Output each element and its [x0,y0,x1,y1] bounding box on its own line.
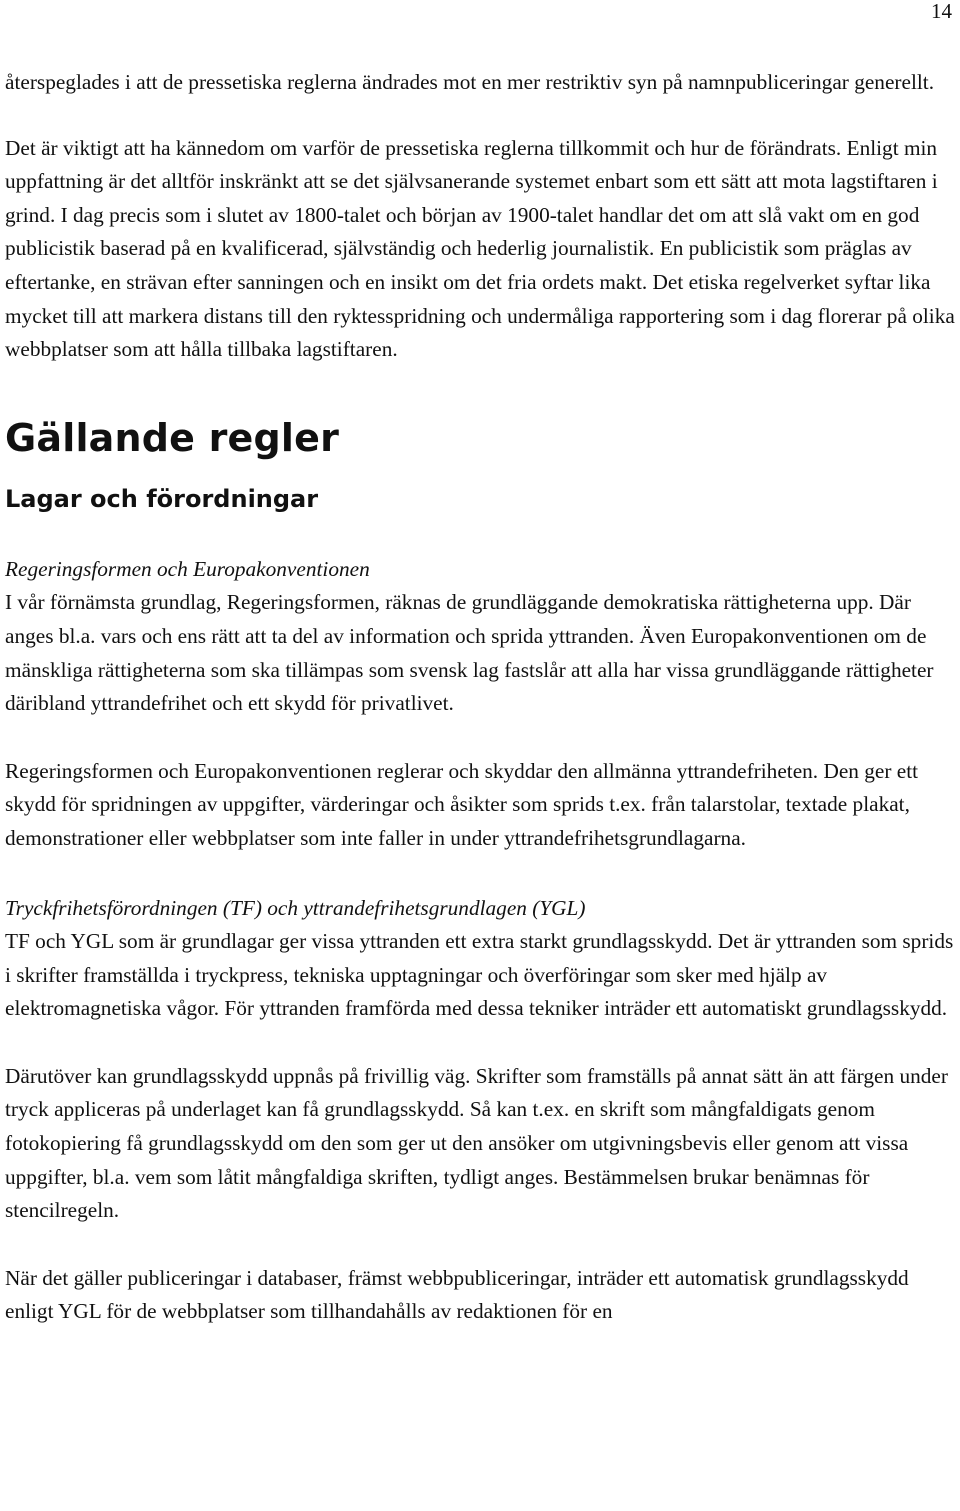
paragraph-intro-continuation: återspeglades i att de pressetiska reglerna ändrades mot en mer restriktiv syn på namnpubliceringar generellt. [5,70,935,94]
page-number: 14 [931,0,952,23]
subheading-tf-ygl: Tryckfrihetsförordningen (TF) och yttrandefrihetsgrundlagen (YGL) [5,895,586,920]
paragraph-tf-ygl-2: Därutöver kan grundlagsskydd uppnås på frivillig väg. Skrifter som framställs på annat sätt än att färgen under tryck appliceras på underlaget kan få grundlagsskydd. Så kan t.ex. en skrift som mångfaldigats genom fotokopiering få grundlagsskydd om den som ger ut den ansöker om utgivningsbevis eller genom att vissa uppgifter, bl.a. vem som låtit mångfaldiga skriften, tydligt anges. Bestämmelsen brukar benämnas för stencilregeln. [5,1063,948,1223]
heading-gallande-regler: Gällande regler [5,415,340,460]
paragraph-regeringsformen-2: Regeringsformen och Europakonventionen reglerar och skyddar den allmänna yttrandefriheten. Den ger ett skydd för spridningen av uppgifter, värderingar och åsikter som sprids t.ex. från talarstolar, textade plakat, demonstrationer eller webbplatser som inte faller in under yttrandefrihetsgrundlagarna. [5,758,919,850]
paragraph-tf-ygl-3: När det gäller publiceringar i databaser, främst webbpubliceringar, inträder ett automatisk grundlagsskydd enligt YGL för de webbplatser som tillhandahålls av redaktionen för en [5,1265,909,1324]
paragraph-tf-ygl-1: TF och YGL som är grundlagar ger vissa yttranden ett extra starkt grundlagsskydd. Det är yttranden som sprids i skrifter framställda i tryckpress, tekniska upptagningar och överföringar som sker med hjälp av elektromagnetiska vågor. För yttranden framförda med dessa tekniker inträder ett automatiskt grundlagsskydd. [5,929,954,1021]
subheading-regeringsformen: Regeringsformen och Europakonventionen [5,556,370,581]
paragraph-press-ethics: Det är viktigt att ha kännedom om varför de pressetiska reglerna tillkommit och hur de förändrats. Enligt min uppfattning är det alltför inskränkt att se det självsanerande systemet enbart som ett sätt att mota lagstiftaren i grind. I dag precis som i slutet av 1800-talet och början av 1900-talet handlar det om att slå vakt om en god publicistik baserad på en kvalificerad, självständig och hederlig journalistik. En publicistik som präglas av eftertanke, en strävan efter sanningen och en insikt om det fria ordets makt. Det etiska regelverket syftar lika mycket till att markera distans till den ryktesspridning och undermåliga rapportering som i dag florerar på olika webbplatser som att hålla tillbaka lagstiftaren. [5,135,955,362]
heading-lagar-och-forordningar: Lagar och förordningar [5,484,319,513]
paragraph-regeringsformen-1: I vår förnämsta grundlag, Regeringsformen, räknas de grundläggande demokratiska rättigheterna upp. Där anges bl.a. vars och ens rätt att ta del av information och sprida yttranden. Även Europakonventionen om de mänskliga rättigheterna som ska tillämpas som svensk lag fastslår att alla har vissa grundläggande rättigheter däribland yttrandefrihet och ett skydd för privatlivet. [5,590,934,716]
document-body [5,66,955,1329]
